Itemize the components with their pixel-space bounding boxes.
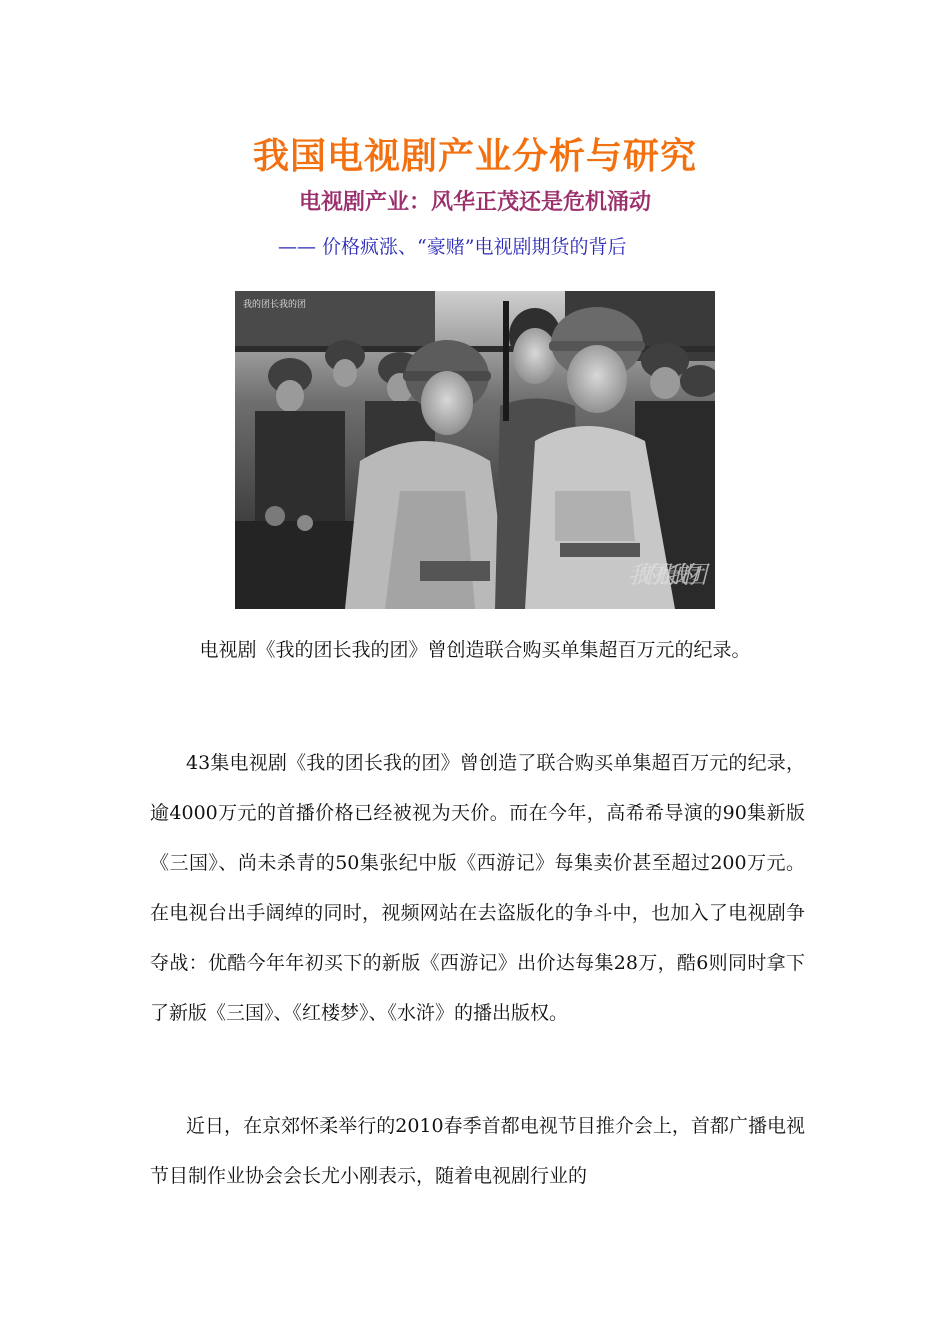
photo-caption: 电视剧《我的团长我的团》曾创造联合购买单集超百万元的纪录。 xyxy=(199,639,751,661)
document-title: 我国电视剧产业分析与研究 xyxy=(252,135,697,177)
paragraph-1: 43集电视剧《我的团长我的团》曾创造了联合购买单集超百万元的纪录，逾4000万元的首播价格已经被视为天价。而在今年，高希希导演的90集新版《三国》、尚未杀青的50集张纪中版《西游记》每集卖价甚至超过200万元。在电视台出手阔绰的同时，视频网站在去盗版化的争斗中，也加入了电视剧争夺战：优酷今年年初买下的新版《西游记》出价达每集28万，酷6则同时拿下了新版《三国》、《红楼梦》、《水浒》的播出版权。 xyxy=(150,752,805,1024)
paragraph-2: 近日，在京郊怀柔举行的2010春季首都电视节目推介会上，首都广播电视节目制作业协会会长尤小刚表示，随着电视剧行业的 xyxy=(150,1115,805,1187)
tv-drama-still-photo xyxy=(235,291,715,609)
document-subtitle: 电视剧产业：风华正茂还是危机涌动 xyxy=(298,189,651,215)
photo-watermark-top: 我的团长我的团 xyxy=(243,300,307,310)
drama-logo-watermark xyxy=(627,561,711,589)
drama-logo-text: 我的团长我的团 xyxy=(627,561,707,589)
document-subtitle-secondary: —— 价格疯涨、“豪赌”电视剧期货的背后 xyxy=(278,236,627,258)
